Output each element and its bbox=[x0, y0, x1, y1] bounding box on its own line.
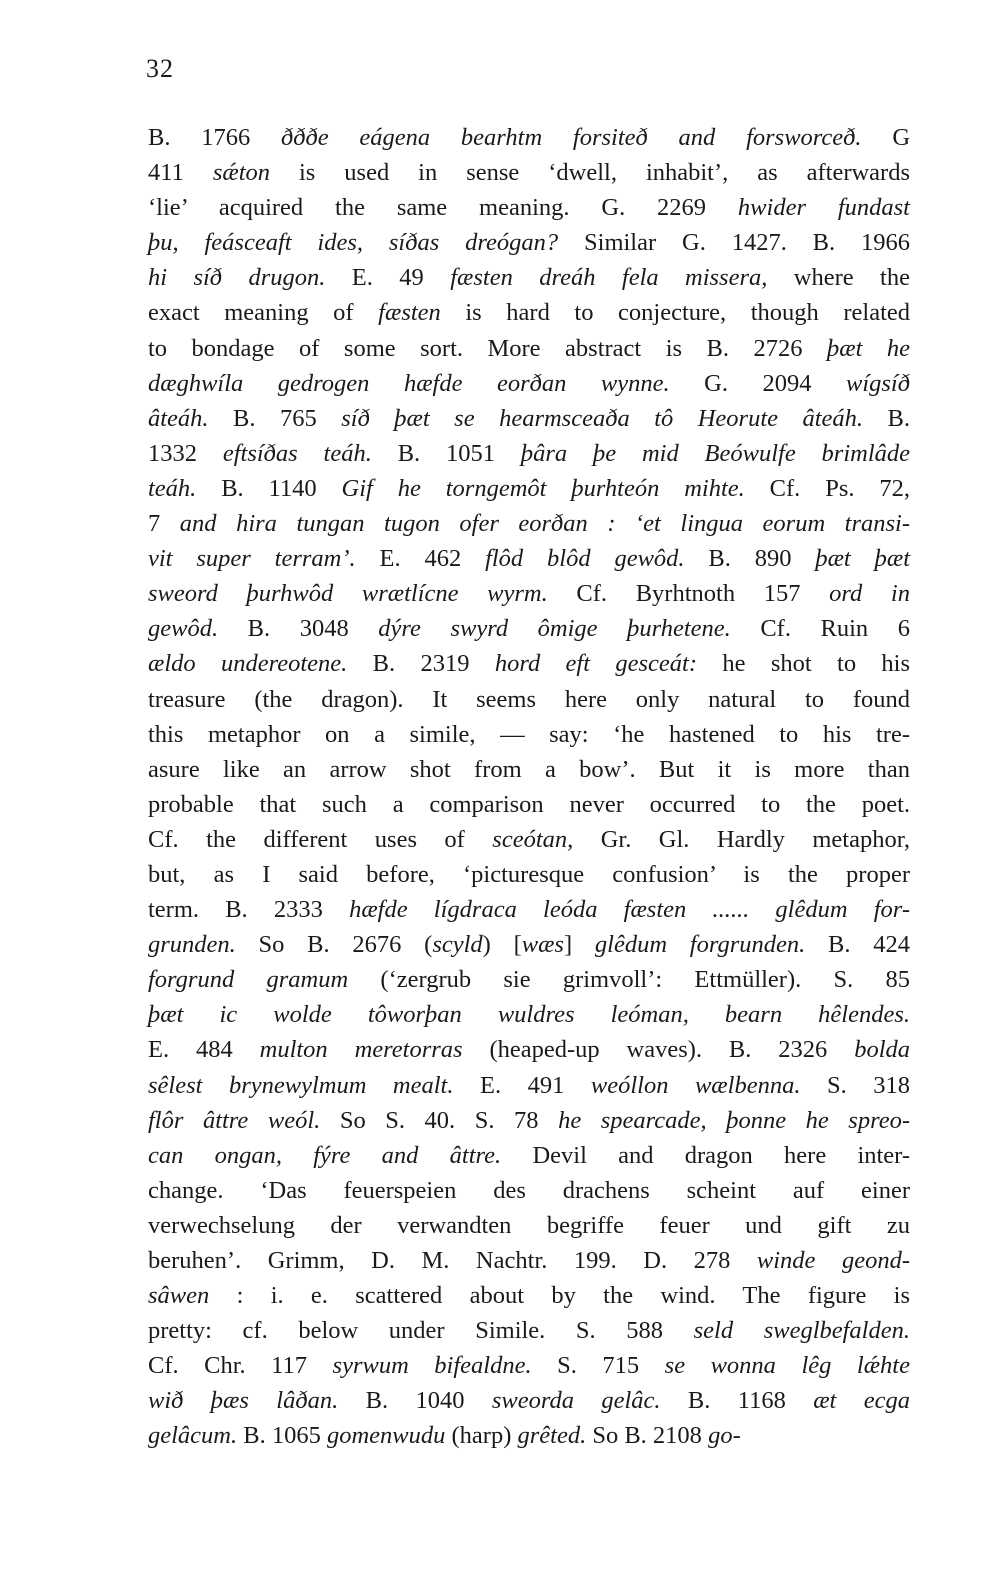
text-run: but, as I said before, ‘picturesque confusion’ is the proper bbox=[148, 860, 910, 888]
text-line bbox=[148, 892, 910, 927]
text-run: exact meaning of bbox=[148, 299, 379, 327]
text-line bbox=[148, 1208, 910, 1243]
italic-quote: sweorda gelâc. bbox=[491, 1387, 661, 1415]
text-line bbox=[148, 1348, 910, 1383]
text-run: probable that such a comparison never occurred to the poet. bbox=[148, 790, 910, 818]
italic-quote: can ongan, fýre and âttre. bbox=[148, 1141, 502, 1169]
italic-quote: scyld bbox=[432, 931, 483, 959]
text-line bbox=[148, 1068, 910, 1103]
italic-quote: hwider fundast bbox=[737, 194, 910, 222]
text-run: change. ‘Das feuerspeien des drachens scheint auf einer bbox=[148, 1176, 910, 1204]
italic-quote: âteáh. bbox=[148, 404, 209, 432]
text-run: is hard to conjecture, though related bbox=[440, 299, 911, 327]
text-run: Cf. Ps. 72, bbox=[744, 474, 910, 502]
text-run: verwechselung der verwandten begriffe feuer und gift zu bbox=[148, 1211, 910, 1239]
text-line bbox=[148, 997, 910, 1032]
italic-quote: winde geond- bbox=[756, 1247, 910, 1274]
text-run: term. B. 2333 bbox=[148, 896, 350, 924]
text-line bbox=[148, 541, 910, 576]
italic-quote: ord in bbox=[829, 580, 910, 608]
text-line bbox=[148, 1032, 910, 1067]
italic-quote: hæfde lígdraca leóda fæsten ...... glêdum for- bbox=[349, 896, 910, 924]
italic-quote: æt ecga bbox=[813, 1387, 910, 1415]
text-run: ] bbox=[563, 931, 595, 959]
text-run: B. 3048 bbox=[218, 615, 379, 643]
italic-quote: bolda bbox=[854, 1036, 910, 1064]
italic-quote: þæt ic wolde tôworþan wuldres leóman, bearn hêlendes. bbox=[148, 1001, 910, 1029]
italic-quote: þu, feásceaft ides, síðas dreógan? bbox=[148, 229, 559, 257]
text-run: treasure (the dragon). It seems here only natural to found bbox=[148, 685, 910, 713]
italic-quote: forgrund gramum bbox=[148, 966, 349, 994]
text-line bbox=[148, 1278, 910, 1313]
text-run: pretty: cf. below under Simile. S. 588 bbox=[148, 1317, 694, 1345]
text-run: this metaphor on a simile, — say: ‘he hastened to his tre- bbox=[148, 720, 910, 748]
text-run: ‘lie’ acquired the same meaning. G. 2269 bbox=[148, 194, 738, 222]
text-run: 7 bbox=[148, 510, 180, 538]
text-line bbox=[148, 401, 910, 436]
italic-quote: teáh. bbox=[148, 474, 197, 502]
text-run: he shot to his bbox=[697, 650, 911, 678]
italic-quote: flôd blôd gewôd. bbox=[485, 545, 685, 573]
text-run: Cf. Ruin 6 bbox=[730, 615, 910, 643]
text-line bbox=[148, 331, 910, 366]
text-run: E. 491 bbox=[453, 1071, 591, 1099]
italic-quote: fæsten bbox=[378, 299, 441, 327]
italic-quote: þæt þæt bbox=[815, 545, 910, 573]
text-line bbox=[148, 1103, 910, 1138]
italic-quote: gelâcum. bbox=[148, 1422, 238, 1450]
italic-quote: sceótan, bbox=[492, 825, 574, 853]
text-line bbox=[148, 611, 910, 646]
text-run: G bbox=[861, 124, 911, 151]
text-run: E. 462 bbox=[355, 545, 486, 573]
text-line bbox=[148, 1243, 910, 1278]
text-run: (harp) bbox=[445, 1422, 518, 1450]
italic-quote: gomenwudu bbox=[326, 1422, 446, 1450]
italic-quote: gewôd. bbox=[148, 615, 219, 643]
italic-quote: grunden. bbox=[148, 931, 236, 959]
page-number: 32 bbox=[146, 54, 174, 83]
text-run: Similar G. 1427. B. 1966 bbox=[558, 229, 911, 257]
italic-quote: hi síð drugon. bbox=[148, 264, 326, 292]
text-run: E. 49 bbox=[325, 264, 451, 292]
italic-quote: glêdum forgrunden. bbox=[594, 931, 806, 959]
italic-quote: go- bbox=[708, 1422, 741, 1450]
italic-quote: weóllon wælbenna. bbox=[590, 1071, 801, 1099]
italic-quote: seld sweglbefalden. bbox=[693, 1317, 910, 1345]
italic-quote: ældo undereotene. bbox=[148, 650, 348, 678]
text-line bbox=[148, 506, 910, 541]
italic-quote: se wonna lêg lǽhte bbox=[664, 1352, 910, 1380]
italic-quote: Gif he torngemôt þurhteón mihte. bbox=[341, 474, 745, 502]
text-run: B. 1766 bbox=[148, 124, 282, 151]
text-run: is used in sense ‘dwell, inhabit’, as afterwards bbox=[270, 159, 911, 187]
text-line bbox=[148, 1313, 910, 1348]
text-run: S. 715 bbox=[531, 1352, 665, 1380]
italic-quote: he spearcade, þonne he spreo- bbox=[558, 1106, 910, 1134]
text-line bbox=[148, 1418, 910, 1453]
text-line bbox=[148, 120, 910, 155]
italic-quote: síð þæt se hearmsceaða tô Heorute âteáh. bbox=[341, 404, 864, 432]
text-run: to bondage of some sort. More abstract is B. 2726 bbox=[148, 334, 827, 362]
text-line bbox=[148, 471, 910, 506]
italic-quote: ðððe eágena bearhtm forsiteð and forsworceð. bbox=[281, 124, 862, 151]
text-line bbox=[148, 295, 910, 330]
text-run: B. 1140 bbox=[196, 474, 342, 502]
text-line bbox=[148, 857, 910, 892]
text-run: Cf. Chr. 117 bbox=[148, 1352, 333, 1380]
text-run: (‘zergrub sie grimvoll’: Ettmüller). S. 85 bbox=[348, 966, 911, 994]
text-line bbox=[148, 787, 910, 822]
italic-quote: multon meretorras bbox=[259, 1036, 463, 1064]
text-line bbox=[148, 752, 910, 787]
text-run: B. 890 bbox=[684, 545, 816, 573]
italic-quote: fæsten dreáh fela missera, bbox=[450, 264, 768, 292]
italic-quote: eftsíðas teáh. bbox=[222, 439, 372, 467]
text-run: Devil and dragon here inter- bbox=[501, 1141, 911, 1169]
text-line bbox=[148, 717, 910, 752]
text-run: So B. 2108 bbox=[586, 1422, 709, 1450]
text-run: asure like an arrow shot from a bow’. But it is more than bbox=[148, 755, 910, 783]
text-run: : i. e. scattered about by the wind. The figure is bbox=[209, 1282, 910, 1310]
text-line bbox=[148, 190, 910, 225]
text-run: 411 bbox=[148, 159, 213, 187]
text-line bbox=[148, 1383, 910, 1418]
italic-quote: grêted. bbox=[517, 1422, 587, 1450]
italic-quote: wæs bbox=[521, 931, 564, 959]
italic-quote: flôr âttre weól. bbox=[148, 1106, 321, 1134]
text-run: G. 2094 bbox=[669, 369, 846, 397]
italic-quote: dýre swyrd ômige þurhetene. bbox=[378, 615, 731, 643]
text-run: So B. 2676 ( bbox=[235, 931, 433, 959]
text-line bbox=[148, 225, 910, 260]
text-run: B. 424 bbox=[805, 931, 910, 959]
italic-quote: sǽton bbox=[212, 159, 271, 187]
text-line bbox=[148, 366, 910, 401]
text-line bbox=[148, 1138, 910, 1173]
text-run: B. 1040 bbox=[338, 1387, 492, 1415]
italic-quote: sêlest brynewylmum mealt. bbox=[148, 1071, 454, 1099]
text-run: B. 765 bbox=[208, 404, 342, 432]
text-run: B. bbox=[863, 404, 911, 432]
text-line bbox=[148, 576, 910, 611]
text-run: E. 484 bbox=[148, 1036, 260, 1064]
italic-quote: and hira tungan tugon ofer eorðan : ‘et lingua eorum transi- bbox=[179, 510, 911, 538]
text-run: B. 2319 bbox=[347, 650, 495, 678]
italic-quote: vit super terram’. bbox=[148, 545, 356, 573]
italic-quote: syrwum bifealdne. bbox=[332, 1352, 532, 1380]
text-run: Cf. the different uses of bbox=[148, 825, 493, 853]
text-run: S. 318 bbox=[800, 1071, 910, 1099]
text-run: (heaped-up waves). B. 2326 bbox=[462, 1036, 855, 1064]
text-line bbox=[148, 822, 910, 857]
text-run: Cf. Byrhtnoth 157 bbox=[547, 580, 830, 608]
text-run: where the bbox=[767, 264, 910, 292]
italic-quote: þâra þe mid Beówulfe brimlâde bbox=[520, 439, 911, 467]
body-text bbox=[148, 120, 910, 1454]
italic-quote: dæghwíla gedrogen hæfde eorðan wynne. bbox=[148, 369, 670, 397]
text-run: So S. 40. S. 78 bbox=[320, 1106, 559, 1134]
text-run: Gr. Gl. Hardly metaphor, bbox=[573, 825, 910, 853]
text-line bbox=[148, 1173, 910, 1208]
text-run: ) [ bbox=[482, 931, 522, 959]
text-run: 1332 bbox=[148, 439, 223, 467]
italic-quote: þæt he bbox=[826, 334, 910, 362]
text-run: B. 1065 bbox=[237, 1422, 327, 1450]
text-line bbox=[148, 436, 910, 471]
text-run: B. 1051 bbox=[371, 439, 521, 467]
italic-quote: hord eft gesceát: bbox=[494, 650, 698, 678]
italic-quote: sâwen bbox=[148, 1282, 210, 1310]
text-line bbox=[148, 260, 910, 295]
italic-quote: wígsíð bbox=[845, 369, 910, 397]
text-run: B. 1168 bbox=[660, 1387, 814, 1415]
text-run: beruhen’. Grimm, D. M. Nachtr. 199. D. 278 bbox=[148, 1247, 757, 1274]
text-line bbox=[148, 927, 910, 962]
text-line bbox=[148, 962, 910, 997]
text-line bbox=[148, 646, 910, 681]
italic-quote: wið þæs lâðan. bbox=[148, 1387, 339, 1415]
text-line bbox=[148, 682, 910, 717]
text-line bbox=[148, 155, 910, 190]
italic-quote: sweord þurhwôd wrætlícne wyrm. bbox=[148, 580, 548, 608]
